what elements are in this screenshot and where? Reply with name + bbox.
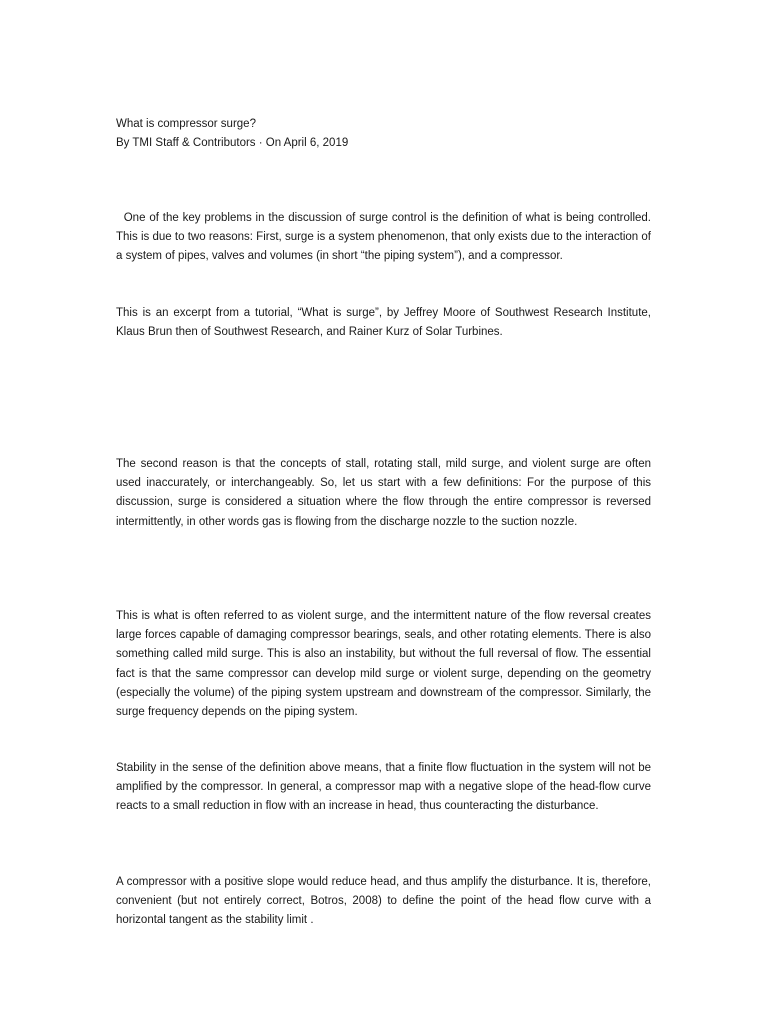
paragraph-1: One of the key problems in the discussion of surge control is the definition of what is being controlled. This is due to two reasons: First, surge is a system phenomenon, that only exists due to the interaction of a system of pipes, valves and volumes (in short “the piping system”), and a compressor.: [116, 212, 655, 263]
document-byline: By TMI Staff & Contributors · On April 6, 2019: [116, 137, 349, 149]
paragraph-5: Stability in the sense of the definition above means, that a finite flow fluctuation in the system will not be amplified by the compressor. In general, a compressor map with a negative slope of the head-flow curve reacts to a small reduction in flow with an increase in head, thus counteracting the disturbance.: [116, 762, 651, 813]
paragraph-6: A compressor with a positive slope would reduce head, and thus amplify the disturbance. It is, therefore, convenient (but not entirely correct, Botros, 2008) to define the point of the head flow curve with a horizontal tangent as the stability limit .: [116, 876, 651, 927]
paragraph-3: The second reason is that the concepts of stall, rotating stall, mild surge, and violent surge are often used inaccurately, or interchangeably. So, let us start with a few definitions: For the purpose of this discussion, surge is considered a situation where the flow through the entire compressor is reversed intermittently, in other words gas is flowing from the discharge nozzle to the suction nozzle.: [116, 458, 651, 528]
paragraph-4: This is what is often referred to as violent surge, and the intermittent nature of the flow reversal creates large forces capable of damaging compressor bearings, seals, and other rotating elements. There is also something called mild surge. This is also an instability, but without the full reversal of flow. The essential fact is that the same compressor can develop mild surge or violent surge, depending on the geometry (especially the volume) of the piping system upstream and downstream of the compressor. Similarly, the surge frequency depends on the piping system.: [116, 610, 651, 719]
paragraph-2: This is an excerpt from a tutorial, “What is surge”, by Jeffrey Moore of Southwest Research Institute, Klaus Brun then of Southwest Research, and Rainer Kurz of Solar Turbines.: [116, 307, 651, 339]
document-title: What is compressor surge?: [116, 118, 256, 130]
